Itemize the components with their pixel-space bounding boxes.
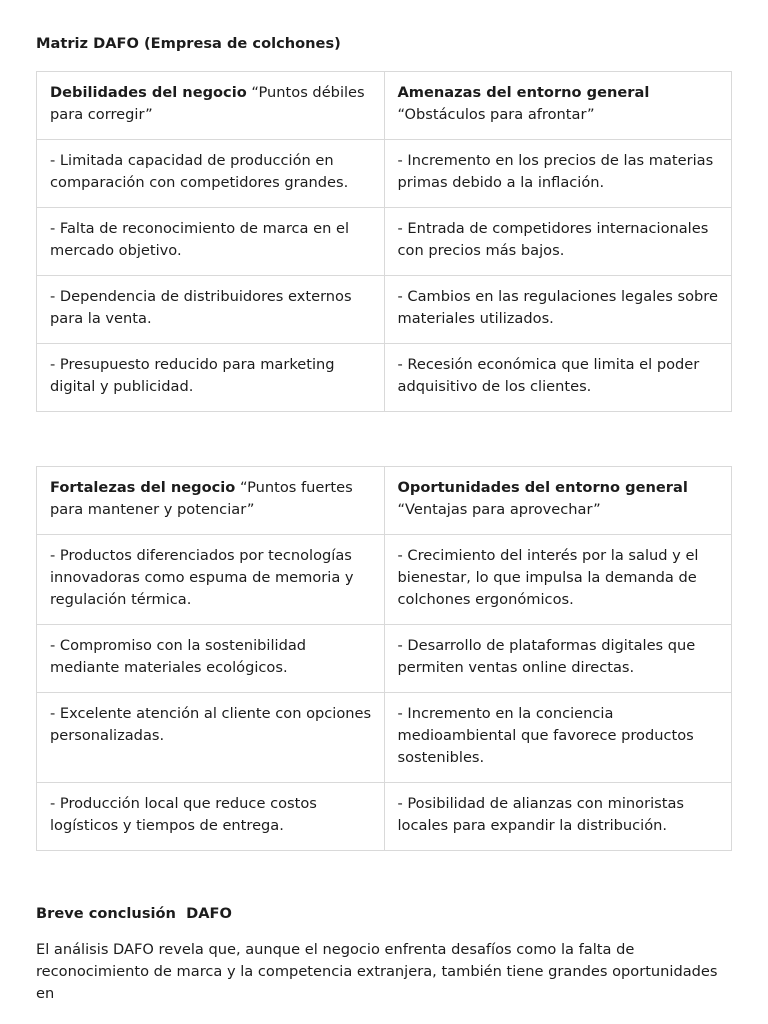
table-row [37,693,732,783]
weakness-cell: - Presupuesto reducido para marketing digital y publicidad. [37,344,385,412]
table-row [37,140,732,208]
weaknesses-header-cell [37,72,385,140]
threats-header-subtitle: “Obstáculos para afrontar” [397,106,595,123]
opportunity-cell: - Posibilidad de alianzas con minoristas locales para expandir la distribución. [384,783,732,851]
conclusion-paragraph: El análisis DAFO revela que, aunque el negocio enfrenta desafíos como la falta de reconocimiento de marca y la competencia extranjera, también tiene grandes oportunidades en [36,941,718,1002]
threats-header-cell [384,72,732,140]
threat-cell: - Incremento en los precios de las materias primas debido a la inflación. [384,140,732,208]
weakness-cell: - Dependencia de distribuidores externos para la venta. [37,276,385,344]
weaknesses-header-title: Debilidades del negocio [50,84,247,101]
swot-table-weaknesses-threats [36,71,732,412]
strength-cell: - Excelente atención al cliente con opciones personalizadas. [37,693,385,783]
threat-cell: - Cambios en las regulaciones legales sobre materiales utilizados. [384,276,732,344]
opportunity-cell: - Crecimiento del interés por la salud y el bienestar, lo que impulsa la demanda de colchones ergonómicos. [384,535,732,625]
opportunities-header-cell [384,467,732,535]
opportunity-cell: - Desarrollo de plataformas digitales que permiten ventas online directas. [384,625,732,693]
threats-header-title: Amenazas del entorno general [397,84,650,101]
swot-table-strengths-opportunities [36,466,732,851]
table-row [37,625,732,693]
document-title: Matriz DAFO (Empresa de colchones) [36,35,341,52]
table-row [37,344,732,412]
table-header-row [37,467,732,535]
table-row [37,783,732,851]
weaknesses-header-subtitle: “Puntos débiles para corregir” [50,84,365,123]
weakness-cell: - Limitada capacidad de producción en comparación con competidores grandes. [37,140,385,208]
opportunities-header-title: Oportunidades del entorno general [397,479,688,496]
strength-cell: - Productos diferenciados por tecnologías innovadoras como espuma de memoria y regulación térmica. [37,535,385,625]
table-row [37,535,732,625]
opportunity-cell: - Incremento en la conciencia medioambiental que favorece productos sostenibles. [384,693,732,783]
strengths-header-cell [37,467,385,535]
threat-cell: - Entrada de competidores internacionales con precios más bajos. [384,208,732,276]
weakness-cell: - Falta de reconocimiento de marca en el mercado objetivo. [37,208,385,276]
opportunities-header-subtitle: “Ventajas para aprovechar” [397,501,601,518]
table-header-row [37,72,732,140]
strengths-header-title: Fortalezas del negocio [50,479,236,496]
conclusion-heading: Breve conclusión DAFO [36,905,232,922]
threat-cell: - Recesión económica que limita el poder adquisitivo de los clientes. [384,344,732,412]
table-row [37,208,732,276]
strengths-header-subtitle: “Puntos fuertes para mantener y potenciar” [50,479,353,518]
strength-cell: - Producción local que reduce costos logísticos y tiempos de entrega. [37,783,385,851]
table-row [37,276,732,344]
strength-cell: - Compromiso con la sostenibilidad mediante materiales ecológicos. [37,625,385,693]
